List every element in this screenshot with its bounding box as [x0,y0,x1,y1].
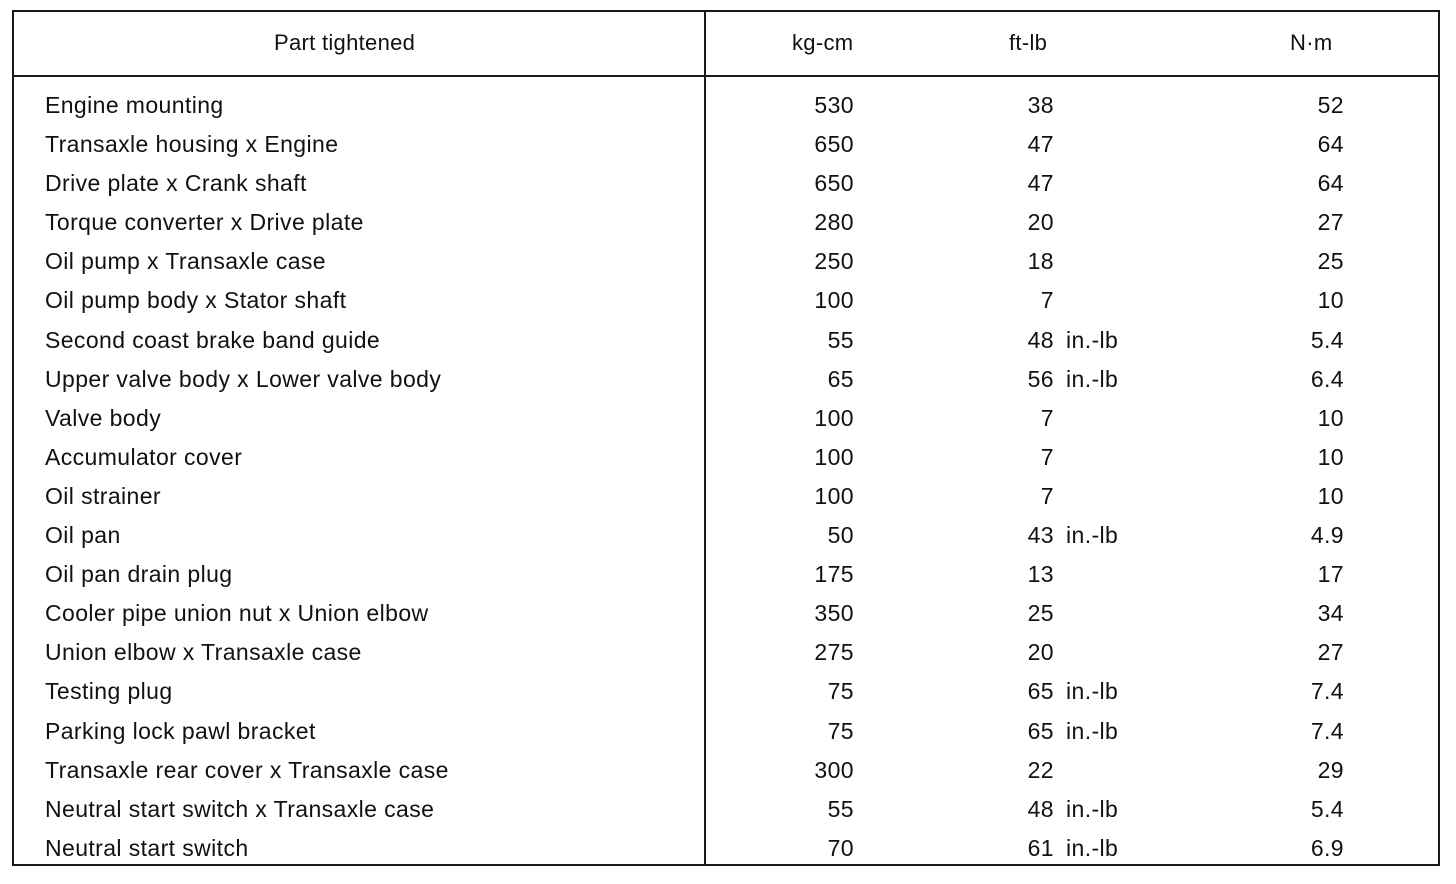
table-row [14,203,1438,242]
kg-cm-cell: 50 [827,522,854,549]
header-rule [14,75,1438,77]
kg-cm-cell: 75 [827,717,854,744]
part-name-cell: Neutral start switch x Transaxle case [45,795,435,822]
kg-cm-cell: 65 [827,365,854,392]
ft-lb-cell: 48 [1027,326,1054,353]
ft-lb-cell: 20 [1027,209,1054,236]
ft-lb-unit-cell: in.-lb [1066,834,1119,861]
table-row [14,516,1438,555]
kg-cm-cell: 70 [827,834,854,861]
table-row [14,829,1438,868]
kg-cm-cell: 650 [814,170,854,197]
table-row [14,399,1438,438]
kg-cm-cell: 100 [814,287,854,314]
header-part-tightened: Part tightened [274,30,416,55]
ft-lb-unit-cell: in.-lb [1066,678,1119,705]
kg-cm-cell: 100 [814,482,854,509]
kg-cm-cell: 175 [814,561,854,588]
table-row [14,594,1438,633]
kg-cm-cell: 530 [814,92,854,118]
kg-cm-cell: 275 [814,639,854,666]
part-name-cell: Parking lock pawl bracket [45,717,316,744]
kg-cm-cell: 55 [827,326,854,353]
part-name-cell: Oil pump body x Stator shaft [45,287,347,314]
ft-lb-cell: 65 [1027,678,1054,705]
n-m-cell: 27 [1317,639,1344,666]
ft-lb-cell: 38 [1027,92,1054,118]
n-m-cell: 10 [1317,404,1344,431]
part-name-cell: Union elbow x Transaxle case [45,639,362,666]
n-m-cell: 7.4 [1310,678,1344,705]
ft-lb-unit-cell: in.-lb [1066,326,1119,353]
table-row [14,125,1438,164]
kg-cm-cell: 650 [814,131,854,158]
n-m-cell: 25 [1317,248,1344,275]
ft-lb-cell: 7 [1040,443,1054,470]
table-row [14,242,1438,281]
kg-cm-cell: 55 [827,795,854,822]
part-name-cell: Cooler pipe union nut x Union elbow [45,600,429,627]
part-name-cell: Oil pan [45,522,121,549]
ft-lb-cell: 43 [1027,522,1054,549]
header-ft-lb: ft-lb [1009,30,1048,55]
table-row [14,633,1438,672]
table-row [14,164,1438,203]
table-row [14,751,1438,790]
kg-cm-cell: 300 [814,756,854,783]
ft-lb-cell: 7 [1040,287,1054,314]
table-row [14,321,1438,360]
ft-lb-cell: 25 [1027,600,1054,627]
part-name-cell: Testing plug [45,678,173,705]
table-row [14,712,1438,751]
n-m-cell: 64 [1317,131,1344,158]
n-m-cell: 27 [1317,209,1344,236]
n-m-cell: 10 [1317,482,1344,509]
torque-spec-table [12,10,1440,866]
n-m-cell: 5.4 [1310,795,1344,822]
n-m-cell: 52 [1317,92,1344,118]
part-name-cell: Oil pump x Transaxle case [45,248,327,275]
n-m-cell: 10 [1317,443,1344,470]
part-name-cell: Upper valve body x Lower valve body [45,365,442,392]
n-m-cell: 29 [1317,756,1344,783]
part-name-cell: Oil pan drain plug [45,561,233,588]
ft-lb-unit-cell: in.-lb [1066,365,1119,392]
kg-cm-cell: 350 [814,600,854,627]
kg-cm-cell: 75 [827,678,854,705]
n-m-cell: 34 [1317,600,1344,627]
part-name-cell: Neutral start switch [45,834,249,861]
n-m-cell: 4.9 [1310,522,1344,549]
table-row [14,86,1438,125]
part-name-cell: Engine mounting [45,92,224,118]
ft-lb-cell: 22 [1027,756,1054,783]
ft-lb-unit-cell: in.-lb [1066,522,1119,549]
kg-cm-cell: 280 [814,209,854,236]
table-row [14,672,1438,711]
n-m-cell: 7.4 [1310,717,1344,744]
kg-cm-cell: 250 [814,248,854,275]
ft-lb-cell: 56 [1027,365,1054,392]
ft-lb-cell: 48 [1027,795,1054,822]
table-row [14,555,1438,594]
header-n-m: N·m [1290,30,1333,55]
ft-lb-cell: 47 [1027,170,1054,197]
ft-lb-unit-cell: in.-lb [1066,717,1119,744]
kg-cm-cell: 100 [814,404,854,431]
ft-lb-cell: 20 [1027,639,1054,666]
part-name-cell: Torque converter x Drive plate [45,209,364,236]
part-name-cell: Transaxle housing x Engine [45,131,339,158]
n-m-cell: 10 [1317,287,1344,314]
n-m-cell: 5.4 [1310,326,1344,353]
n-m-cell: 6.4 [1310,365,1344,392]
table-row [14,281,1438,320]
ft-lb-cell: 65 [1027,717,1054,744]
ft-lb-cell: 61 [1027,834,1054,861]
ft-lb-cell: 13 [1027,561,1054,588]
table-row [14,477,1438,516]
ft-lb-cell: 7 [1040,404,1054,431]
ft-lb-cell: 18 [1027,248,1054,275]
n-m-cell: 17 [1317,561,1344,588]
ft-lb-unit-cell: in.-lb [1066,795,1119,822]
header-kg-cm: kg-cm [792,30,854,55]
part-name-cell: Oil strainer [45,482,161,509]
part-name-cell: Transaxle rear cover x Transaxle case [45,756,449,783]
part-name-cell: Drive plate x Crank shaft [45,170,307,197]
n-m-cell: 6.9 [1310,834,1344,861]
table-row [14,438,1438,477]
part-name-cell: Second coast brake band guide [45,326,381,353]
table-row [14,360,1438,399]
kg-cm-cell: 100 [814,443,854,470]
part-name-cell: Valve body [45,404,162,431]
part-name-cell: Accumulator cover [45,443,243,470]
table-row [14,790,1438,829]
table-body [14,86,1438,868]
n-m-cell: 64 [1317,170,1344,197]
ft-lb-cell: 47 [1027,131,1054,158]
ft-lb-cell: 7 [1040,482,1054,509]
